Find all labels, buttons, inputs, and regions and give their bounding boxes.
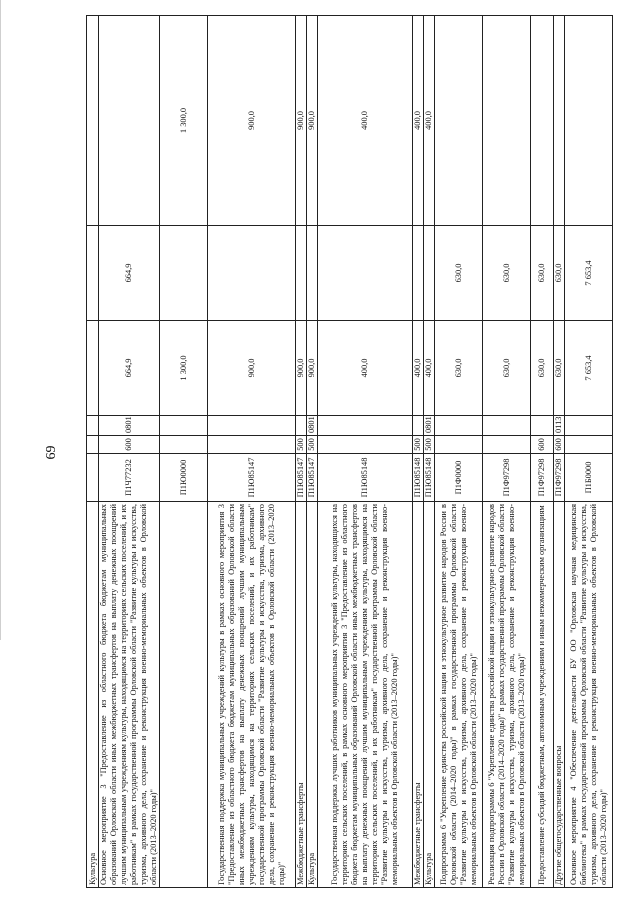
row-value-cell — [413, 226, 424, 321]
budget-table — [86, 15, 613, 888]
row-value-cell — [565, 16, 613, 226]
table-row — [413, 16, 424, 888]
row-code-cell: П1Ф97298 — [531, 454, 554, 502]
row-name-cell: Основное мероприятие 3 "Предоставление из областного бюджета бюджетам муниципальных образований Орловской области иных межбюджетных трансфертов на выплату денежных поощрений лучшим муниципальным учреждениям культуры, находящимся на территориях сельских поселений, и их работникам" в рамках государственной программы Орловской области "Развитие культуры и искусства, туризма, архивного дела, сохранение и реконструкция военно-мемориальных объектов в Орловской области (2013–2020 годы)" — [99, 502, 160, 888]
scan-edge-line — [0, 0, 1, 640]
table-row — [87, 16, 99, 888]
row-group-cell: 500 — [307, 436, 318, 454]
row-value-cell — [307, 226, 318, 321]
table-row — [424, 16, 435, 888]
row-code-cell: П1Ф97298 — [483, 454, 531, 502]
row-code-cell: П1Б0000 — [565, 454, 613, 502]
row-name-cell: Государственная поддержка лучших работников муниципальных учреждений культуры, находящихся на территориях сельских поселений, в рамках основного мероприятия 3 "Предоставление из областного бюджета бюджетам муниципальных образований Орловской области иных межбюджетных трансфертов на выплату денежных поощрений лучшим муниципальным учреждениям культуры, находящимся на территориях сельских поселений, и их работникам" государственной программы Орловской области "Развитие культуры и искусства, туризма, архивного дела, сохранение и реконструкция военно-мемориальных объектов в Орловской области (2013–2020 годы)" — [318, 502, 413, 888]
row-name-cell: Межбюджетные трансферты — [296, 502, 307, 888]
row-value-cell: 664,9 — [99, 321, 160, 416]
row-code-cell: П1Ю85147 — [296, 454, 307, 502]
row-value-cell: 630,0 — [554, 321, 565, 416]
row-value-cell: 900,0 — [307, 321, 318, 416]
row-section-cell — [208, 416, 296, 436]
row-value-cell: 7 653,4 — [565, 321, 613, 416]
table-row — [318, 16, 413, 888]
row-group-cell: 600 — [99, 436, 160, 454]
row-section-cell — [160, 416, 208, 436]
row-group-cell — [318, 436, 413, 454]
row-value-cell — [296, 226, 307, 321]
row-name-cell: Основное мероприятие 4 "Обеспечение деятельности БУ ОО "Орловская научная медицинская библиотека" в рамках государственной программы Орловской области "Развитие культуры и искусства, туризма, архивного дела, сохранение и реконструкция военно-мемориальных объектов в Орловской области (2013–2020 годы)" — [565, 502, 613, 888]
row-value-cell: 630,0 — [531, 321, 554, 416]
row-code-cell: П1Ю85147 — [307, 454, 318, 502]
row-value-cell — [87, 226, 99, 321]
row-group-cell: 600 — [554, 436, 565, 454]
row-value-cell — [483, 16, 531, 226]
row-name-cell: Культура — [424, 502, 435, 888]
row-group-cell: 500 — [296, 436, 307, 454]
row-value-cell — [531, 16, 554, 226]
row-group-cell: 600 — [531, 436, 554, 454]
row-value-cell: 400,0 — [318, 321, 413, 416]
row-value-cell: 664,9 — [99, 226, 160, 321]
row-code-cell: П1Ю85147 — [208, 454, 296, 502]
row-value-cell — [554, 16, 565, 226]
table-row — [483, 16, 531, 888]
row-value-cell — [87, 321, 99, 416]
table-row — [531, 16, 554, 888]
row-value-cell — [160, 226, 208, 321]
row-name-cell: Другие общегосударственные вопросы — [554, 502, 565, 888]
row-name-cell: Государственная поддержка муниципальных учреждений культуры в рамках основного мероприятия 3 "Предоставление из областного бюджета бюджетам муниципальных образований Орловской области иных межбюджетных трансфертов на выплату денежных поощрений лучшим муниципальным учреждениям культуры, находящимся на территориях сельских поселений, и их работникам" государственной программы Орловской области "Развитие культуры и искусства, туризма, архивного дела, сохранение и реконструкция военно-мемориальных объектов в Орловской области (2013–2020 годы)" — [208, 502, 296, 888]
table-row — [208, 16, 296, 888]
table-row — [554, 16, 565, 888]
row-value-cell — [87, 16, 99, 226]
row-section-cell — [296, 416, 307, 436]
row-name-cell: Культура — [87, 502, 99, 888]
row-section-cell — [435, 416, 483, 436]
table-row — [99, 16, 160, 888]
row-group-cell — [435, 436, 483, 454]
row-section-cell — [318, 416, 413, 436]
row-value-cell: 630,0 — [554, 226, 565, 321]
row-code-cell: П1Ф97298 — [554, 454, 565, 502]
row-section-cell: 0801 — [424, 416, 435, 436]
row-value-cell: 900,0 — [307, 16, 318, 226]
row-code-cell: П1Ю85148 — [413, 454, 424, 502]
row-value-cell: 400,0 — [424, 16, 435, 226]
row-section-cell: 0801 — [307, 416, 318, 436]
row-group-cell — [160, 436, 208, 454]
row-group-cell: 500 — [424, 436, 435, 454]
row-section-cell — [87, 416, 99, 436]
row-value-cell — [424, 226, 435, 321]
row-value-cell: 900,0 — [296, 321, 307, 416]
row-name-cell: Реализация подпрограммы 6 "Укрепление единства российской нации и этнокультурное развитие народов России в Орловской области (2014–2020 годы)" в рамках государственной программы Орловской области "Развитие культуры и искусства, туризма, архивного дела, сохранение и реконструкция военно-мемориальных объектов в Орловской области (2013–2020 годы)" — [483, 502, 531, 888]
table-row — [296, 16, 307, 888]
row-value-cell: 630,0 — [435, 321, 483, 416]
row-value-cell — [99, 16, 160, 226]
row-value-cell — [435, 16, 483, 226]
row-value-cell: 1 300,0 — [160, 321, 208, 416]
row-value-cell: 630,0 — [435, 226, 483, 321]
row-value-cell — [318, 226, 413, 321]
row-name-cell: Предоставление субсидий бюджетным, автономным учреждениям и иным некоммерческим организациям — [531, 502, 554, 888]
row-value-cell: 400,0 — [424, 321, 435, 416]
row-value-cell: 630,0 — [483, 321, 531, 416]
page-number: 69 — [44, 445, 59, 460]
row-value-cell: 400,0 — [318, 16, 413, 226]
row-value-cell: 7 653,4 — [565, 226, 613, 321]
table-row — [435, 16, 483, 888]
row-name-cell — [160, 502, 208, 888]
row-value-cell: 630,0 — [531, 226, 554, 321]
row-group-cell — [565, 436, 613, 454]
table-row — [307, 16, 318, 888]
row-group-cell — [87, 436, 99, 454]
table-row — [565, 16, 613, 888]
row-section-cell: 0113 — [554, 416, 565, 436]
row-value-cell: 1 300,0 — [160, 16, 208, 226]
row-section-cell — [565, 416, 613, 436]
row-section-cell — [413, 416, 424, 436]
table-body — [87, 16, 613, 888]
row-section-cell: 0801 — [99, 416, 160, 436]
row-code-cell: П1Ю0000 — [160, 454, 208, 502]
row-value-cell — [208, 226, 296, 321]
row-value-cell: 900,0 — [296, 16, 307, 226]
row-name-cell: Межбюджетные трансферты — [413, 502, 424, 888]
row-name-cell: Подпрограмма 6 "Укрепление единства российской нации и этнокультурное развитие народов России в Орловской области (2014–2020 годы)" в рамках государственной программы Орловской области "Развитие культуры и искусства, туризма, архивного дела, сохранение и реконструкция военно-мемориальных объектов в Орловской области (2013–2020 годы)" — [435, 502, 483, 888]
row-code-cell: П1Ю85148 — [318, 454, 413, 502]
row-section-cell — [483, 416, 531, 436]
row-group-cell — [483, 436, 531, 454]
row-section-cell — [531, 416, 554, 436]
row-group-cell: 500 — [413, 436, 424, 454]
row-value-cell: 900,0 — [208, 321, 296, 416]
row-code-cell — [87, 454, 99, 502]
row-code-cell: П1Ю85148 — [424, 454, 435, 502]
row-value-cell: 900,0 — [208, 16, 296, 226]
row-name-cell: Культура — [307, 502, 318, 888]
row-code-cell: П1Ф0000 — [435, 454, 483, 502]
table-row — [160, 16, 208, 888]
row-value-cell: 400,0 — [413, 16, 424, 226]
row-value-cell: 630,0 — [483, 226, 531, 321]
row-group-cell — [208, 436, 296, 454]
row-value-cell: 400,0 — [413, 321, 424, 416]
row-code-cell: П1Ч77232 — [99, 454, 160, 502]
